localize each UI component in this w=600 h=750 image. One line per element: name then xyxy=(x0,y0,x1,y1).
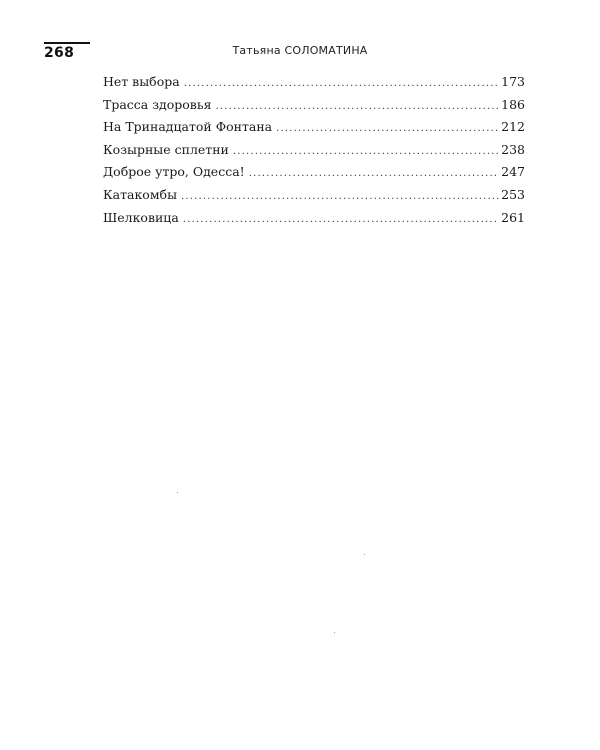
toc-entry-page: 238 xyxy=(501,141,525,157)
scan-speck xyxy=(364,554,365,555)
toc-dot-leader xyxy=(276,120,499,138)
toc-entry-page: 186 xyxy=(501,96,525,112)
toc-entry xyxy=(103,118,525,141)
toc-dot-leader xyxy=(249,165,499,183)
toc-dot-leader xyxy=(184,75,499,93)
toc-entry xyxy=(103,141,525,164)
toc-entry xyxy=(103,186,525,209)
toc-entry-title: Доброе утро, Одесса! xyxy=(103,164,245,180)
toc-dot-leader xyxy=(216,98,500,116)
toc-entry-page: 253 xyxy=(501,186,525,202)
toc-entry-title: На Тринадцатой Фонтана xyxy=(103,119,273,135)
toc-entry-page: 212 xyxy=(501,119,525,135)
toc-entry-title: Трасса здоровья xyxy=(103,96,212,112)
toc-dot-leader xyxy=(233,143,499,161)
toc-entry xyxy=(103,96,525,119)
toc-entry-title: Шелковица xyxy=(103,209,179,225)
toc-entry xyxy=(103,73,525,96)
toc-dot-leader xyxy=(181,188,499,206)
toc-entry-title: Нет выбора xyxy=(103,74,180,89)
running-head: Татьяна СОЛОМАТИНА xyxy=(232,44,368,57)
toc-dot-leader xyxy=(183,211,499,229)
toc-entry-page: 173 xyxy=(501,74,525,89)
scan-speck xyxy=(177,492,178,493)
toc-entry xyxy=(103,163,525,186)
page-number: 268 xyxy=(44,45,75,61)
table-of-contents xyxy=(103,73,525,231)
toc-entry-title: Катакомбы xyxy=(103,186,178,202)
toc-entry-page: 261 xyxy=(501,209,525,225)
toc-entry-page: 247 xyxy=(501,164,525,180)
toc-entry xyxy=(103,209,525,232)
scan-speck xyxy=(334,632,335,633)
toc-entry-title: Козырные сплетни xyxy=(103,141,229,157)
